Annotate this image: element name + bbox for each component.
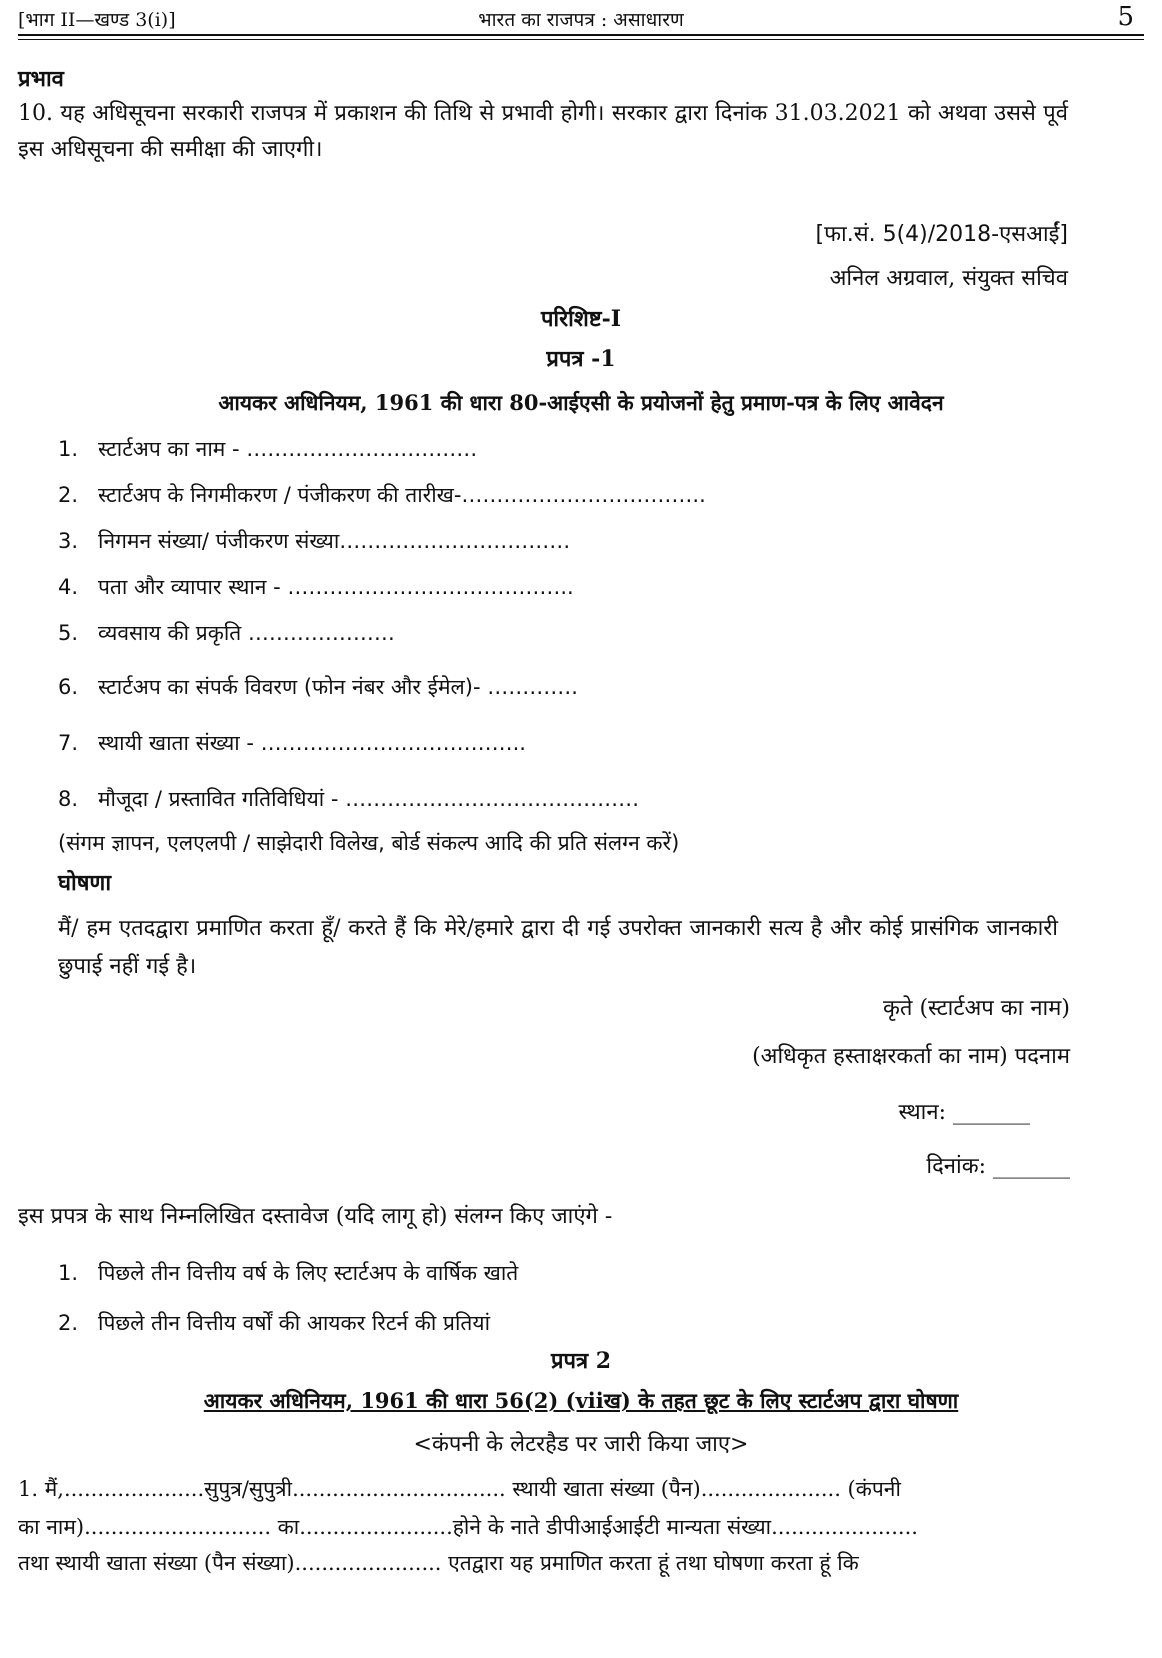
- annex-title: परिशिष्ट-I: [540, 306, 622, 332]
- effect-heading: प्रभाव: [18, 66, 64, 92]
- list-item: [58, 524, 570, 558]
- header-gazette-title: भारत का राजपत्र : असाधारण: [478, 9, 684, 31]
- declaration-text: मैं/ हम एतदद्वारा प्रमाणित करता हूँ/ करते हैं कि मेरे/हमारे द्वारा दी गई उपरोक्त जानकारी सत्य है और कोई प्रासंगिक जानकारी छुपाई नहीं गई है।: [58, 916, 1058, 979]
- item-text: व्यवसाय की प्रकृति …………………: [98, 621, 395, 645]
- form2-title: प्रपत्र 2: [550, 1348, 612, 1374]
- item-number: 2.: [58, 1311, 79, 1335]
- item-text: स्थायी खाता संख्या - ………………………………..: [98, 731, 526, 755]
- item-text: निगमन संख्या/ पंजीकरण संख्या……………………………: [98, 529, 571, 553]
- item-number: 1.: [58, 437, 79, 461]
- form2-line-3: तथा स्थायी खाता संख्या (पैन संख्या)...................... एतद्वारा यह प्रमाणित करता हूं तथा घोषणा करता हूं कि: [18, 1551, 859, 1575]
- form1-title: प्रपत्र -1: [546, 346, 616, 372]
- item-number: 7.: [58, 731, 79, 755]
- form2-line-2: का नाम)............................ का.......................होने के नाते डीपीआईआईटी मान्यता संख्या......................: [18, 1515, 918, 1539]
- header-rule: [18, 34, 1144, 36]
- form1-heading: आयकर अधिनियम, 1961 की धारा 80-आईएसी के प्रयोजनों हेतु प्रमाण-पत्र के लिए आवेदन: [218, 390, 944, 415]
- list-item: [58, 670, 578, 704]
- list-item: [58, 1256, 518, 1290]
- item-number: 6.: [58, 675, 79, 699]
- item-number: 5.: [58, 621, 79, 645]
- page-number: 5: [1117, 2, 1134, 32]
- item-text: पिछले तीन वित्तीय वर्ष के लिए स्टार्टअप के वार्षिक खाते: [98, 1261, 519, 1285]
- header-part-section: [भाग II—खण्ड 3(i)]: [18, 9, 176, 31]
- list-item: [58, 1306, 490, 1340]
- effect-paragraph: 10. यह अधिसूचना सरकारी राजपत्र में प्रकाशन की तिथि से प्रभावी होगी। सरकार द्वारा दिनांक 31.03.2021 को अथवा उससे पूर्व इस अधिसूचना की समीक्षा की जाएगी।: [18, 101, 1068, 162]
- declaration-heading: घोषणा: [58, 870, 112, 896]
- form2-heading: आयकर अधिनियम, 1961 की धारा 56(2) (viiख) के तहत छूट के लिए स्टार्टअप द्वारा घोषणा: [203, 1388, 959, 1413]
- item-text: स्टार्टअप का नाम - ……………………………: [98, 437, 478, 461]
- list-item: [58, 478, 706, 512]
- list-item: [58, 616, 395, 650]
- documents-intro: इस प्रपत्र के साथ निम्नलिखित दस्तावेज (यदि लागू हो) संलग्न किए जाएंगे -: [18, 1204, 613, 1229]
- list-item: [58, 782, 639, 816]
- item-number: 4.: [58, 575, 79, 599]
- item-text: स्टार्टअप का संपर्क विवरण (फोन नंबर और ईमेल)- ………….: [98, 675, 578, 699]
- file-number: [फा.सं. 5(4)/2018-एसआईं]: [815, 222, 1068, 247]
- item-text: मौजूदा / प्रस्तावित गतिविधियां - ……………………………………: [98, 787, 640, 811]
- list-item: [58, 726, 526, 760]
- item-number: 8.: [58, 787, 79, 811]
- list-item: [58, 570, 574, 604]
- item-number: 3.: [58, 529, 79, 553]
- for-startup: कृते (स्टार्टअप का नाम): [883, 996, 1070, 1021]
- place-field: स्थान: _______: [898, 1100, 1030, 1125]
- item-text: पिछले तीन वित्तीय वर्षों की आयकर रिटर्न की प्रतियां: [98, 1311, 491, 1335]
- form2-line-1: 1. मैं,.....................सुपुत्र/सुपुत्री................................ स्थायी खाता संख्या (पैन)..................... (कंपनी: [18, 1477, 901, 1501]
- item-number: 1.: [58, 1261, 79, 1285]
- authorized-signatory: (अधिकृत हस्ताक्षरकर्ता का नाम) पदनाम: [752, 1044, 1070, 1069]
- list-item: [58, 432, 477, 466]
- letterhead-note: <कंपनी के लेटरहैड पर जारी किया जाए>: [413, 1432, 749, 1457]
- signatory: अनिल अग्रवाल, संयुक्त सचिव: [829, 266, 1068, 291]
- item-text: स्टार्टअप के निगमीकरण / पंजीकरण की तारीख-……………………………..: [98, 483, 706, 507]
- attach-note: (संगम ज्ञापन, एलएलपी / साझेदारी विलेख, बोर्ड संकल्प आदि की प्रति संलग्न करें): [58, 831, 680, 855]
- item-number: 2.: [58, 483, 79, 507]
- date-field: दिनांक: _______: [926, 1154, 1070, 1179]
- header-rule-thin: [18, 39, 1144, 40]
- item-text: पता और व्यापार स्थान - …………………………………..: [98, 575, 574, 599]
- page-header: [18, 4, 1144, 34]
